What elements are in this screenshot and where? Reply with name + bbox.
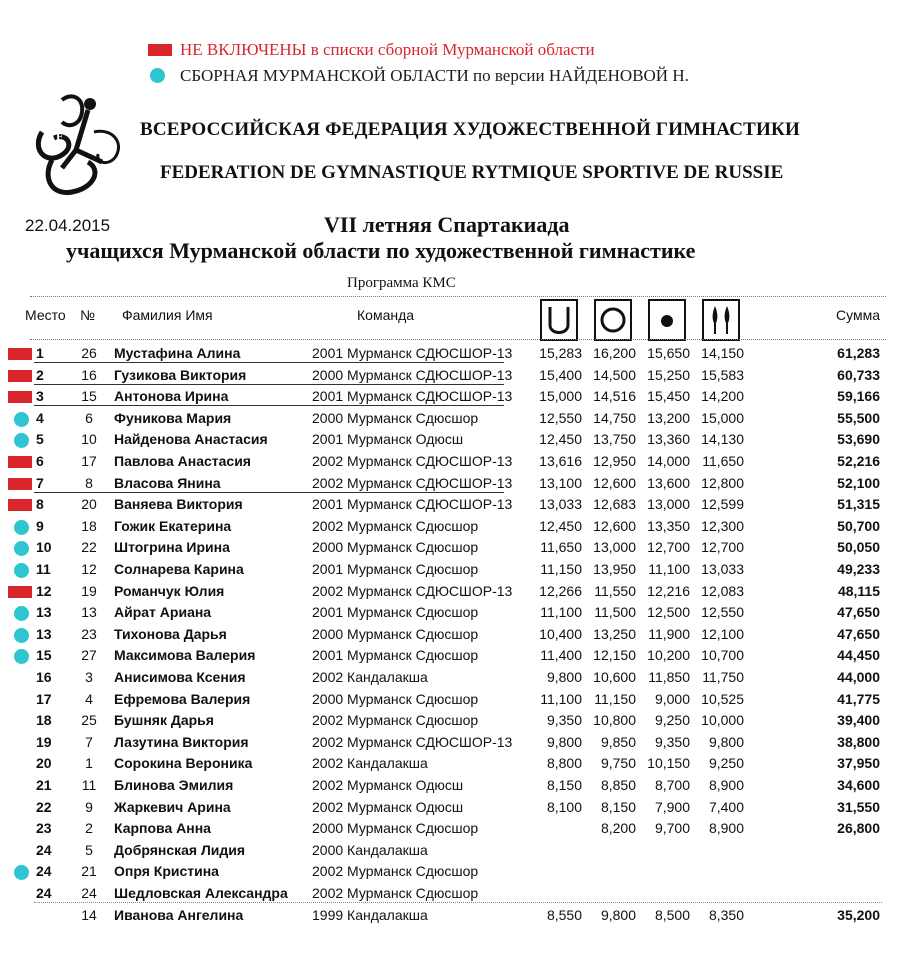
cell-team: 2001 Мурманск СДЮСШОР-13	[312, 388, 513, 405]
svg-text:F: F	[56, 129, 64, 143]
cell-sum: 60,733	[837, 366, 880, 383]
cell-score-3: 9,000	[654, 690, 690, 707]
cyan-marker-icon	[14, 649, 29, 664]
cell-score-1: 8,100	[546, 798, 582, 815]
cell-score-4: 11,650	[702, 453, 744, 469]
cell-team: 2000 Мурманск Сдюсшор	[312, 539, 479, 556]
cell-team: 2001 Мурманск СДЮСШОР-13	[312, 496, 513, 513]
federation-name-ru: ВСЕРОССИЙСКАЯ ФЕДЕРАЦИЯ ХУДОЖЕСТВЕННОЙ ГИМНАСТИКИ	[140, 119, 800, 140]
cell-score-2: 9,750	[600, 755, 636, 772]
cell-place: 15	[36, 647, 52, 664]
cell-team: 2002 Мурманск Сдюсшор	[312, 517, 479, 534]
cell-team: 2000 Мурманск Сдюсшор	[312, 690, 479, 707]
header-bottom-rule	[30, 339, 886, 340]
cell-score-1: 12,450	[539, 517, 582, 534]
table-row	[0, 451, 907, 473]
cell-place: 16	[36, 669, 52, 685]
cyan-marker-icon	[14, 520, 29, 535]
cell-score-3: 7,900	[654, 798, 690, 815]
cell-place: 10	[36, 539, 52, 556]
table-row	[0, 883, 907, 905]
cell-place: 23	[36, 820, 52, 837]
table-row	[0, 408, 907, 430]
cell-number: 1	[85, 755, 93, 772]
cell-team: 2002 Мурманск СДЮСШОР-13	[312, 453, 513, 469]
cell-name: Власова Янина	[114, 474, 221, 491]
cell-place: 8	[36, 496, 44, 513]
cell-name: Бушняк Дарья	[114, 712, 214, 729]
cell-score-2: 12,683	[593, 496, 636, 513]
cell-place: 9	[36, 517, 44, 534]
cell-name: Солнарева Карина	[114, 561, 244, 577]
cell-score-1: 9,800	[546, 733, 582, 750]
cell-score-1: 13,100	[539, 474, 582, 491]
program-label: Программа КМС	[347, 275, 456, 291]
cell-score-3: 12,500	[647, 604, 690, 621]
legend-team-version-text: СБОРНАЯ МУРМАНСКОЙ ОБЛАСТИ по версии НАЙДЕНОВОЙ Н.	[180, 66, 689, 85]
cell-name: Жаркевич Арина	[114, 798, 231, 815]
row-underline	[34, 384, 504, 385]
table-row	[0, 775, 907, 797]
cell-place: 2	[36, 366, 44, 383]
cell-score-1: 9,800	[546, 669, 582, 685]
cell-score-4: 12,300	[701, 517, 744, 534]
cell-score-2: 16,200	[593, 345, 636, 361]
cell-score-4: 12,100	[701, 625, 744, 642]
red-marker-icon	[8, 348, 32, 360]
cell-place: 7	[36, 474, 44, 491]
cell-score-1: 11,650	[540, 539, 582, 556]
cell-name: Опря Кристина	[114, 863, 219, 880]
cell-score-2: 12,150	[593, 647, 636, 664]
cell-place: 1	[36, 345, 44, 361]
table-row	[0, 581, 907, 603]
cyan-marker-icon	[14, 541, 29, 556]
row-separator	[34, 902, 882, 903]
cell-team: 2002 Мурманск Сдюсшор	[312, 863, 479, 880]
header-place: Место	[25, 307, 66, 323]
table-row	[0, 473, 907, 495]
cell-score-2: 10,600	[593, 669, 636, 685]
cell-sum: 35,200	[837, 906, 880, 923]
cell-score-3: 10,150	[647, 755, 690, 772]
cell-team: 2001 Мурманск Сдюсшор	[312, 604, 479, 621]
cell-name: Найденова Анастасия	[114, 431, 268, 448]
cell-sum: 34,600	[837, 777, 880, 793]
cell-team: 2000 Мурманск Сдюсшор	[312, 820, 479, 837]
table-row	[0, 797, 907, 819]
cell-score-1: 8,800	[546, 755, 582, 772]
cell-number: 26	[81, 345, 97, 361]
cyan-marker-icon	[14, 628, 29, 643]
table-row	[0, 429, 907, 451]
cell-team: 2001 Мурманск СДЮСШОР-13	[312, 345, 513, 361]
cell-score-1: 9,350	[546, 712, 582, 729]
cell-score-3: 13,000	[647, 496, 690, 513]
cell-team: 2000 Мурманск СДЮСШОР-13	[312, 366, 513, 383]
cell-score-4: 15,000	[701, 409, 744, 426]
cell-number: 17	[81, 453, 97, 469]
cell-score-4: 14,200	[701, 388, 744, 405]
cell-sum: 47,650	[837, 625, 880, 642]
cell-score-4: 12,800	[701, 474, 744, 491]
cell-team: 2001 Мурманск Сдюсшор	[312, 561, 479, 577]
cell-score-4: 10,525	[701, 690, 744, 707]
cell-name: Ваняева Виктория	[114, 496, 243, 513]
cell-number: 27	[81, 647, 97, 664]
table-row	[0, 753, 907, 775]
cell-score-3: 13,200	[647, 409, 690, 426]
cell-team: 2002 Мурманск СДЮСШОР-13	[312, 474, 513, 491]
cell-number: 16	[81, 366, 97, 383]
cell-place: 5	[36, 431, 44, 448]
cell-place: 18	[36, 712, 52, 729]
cell-name: Мустафина Алина	[114, 345, 241, 361]
cell-name: Анисимова Ксения	[114, 669, 246, 685]
cell-team: 2001 Мурманск Одюсш	[312, 431, 464, 448]
cyan-marker-icon	[14, 433, 29, 448]
cell-number: 3	[85, 669, 93, 685]
red-marker-icon	[8, 456, 32, 468]
cyan-marker-icon	[14, 606, 29, 621]
cell-score-1: 13,616	[539, 453, 582, 469]
red-marker-icon	[148, 44, 172, 56]
cell-team: 2002 Мурманск СДЮСШОР-13	[312, 733, 513, 750]
header-top-rule	[30, 296, 886, 297]
cell-score-2: 13,750	[593, 431, 636, 448]
cell-team: 2002 Мурманск Одюсш	[312, 798, 464, 815]
cell-score-3: 8,500	[654, 906, 690, 923]
table-row	[0, 386, 907, 408]
header-name: Фамилия Имя	[122, 307, 213, 323]
cell-score-3: 8,700	[654, 777, 690, 793]
cell-score-2: 11,500	[594, 604, 636, 621]
cell-name: Антонова Ирина	[114, 388, 229, 405]
cell-place: 24	[36, 841, 52, 858]
cell-sum: 61,283	[837, 345, 880, 361]
cell-number: 15	[81, 388, 97, 405]
cell-score-2: 14,750	[593, 409, 636, 426]
cell-sum: 44,000	[837, 669, 880, 685]
cell-score-2: 11,150	[594, 690, 636, 707]
cyan-marker-icon	[150, 68, 165, 83]
cell-number: 4	[85, 690, 93, 707]
cell-score-3: 11,850	[648, 669, 690, 685]
cell-score-3: 15,250	[647, 366, 690, 383]
table-row	[0, 905, 907, 927]
cell-number: 21	[81, 863, 97, 880]
event-date: 22.04.2015	[25, 216, 111, 235]
cell-score-3: 15,650	[647, 345, 690, 361]
cell-score-1: 8,550	[546, 906, 582, 923]
cell-score-1: 15,000	[539, 388, 582, 405]
cell-score-3: 9,700	[654, 820, 690, 837]
cell-score-2: 12,600	[593, 517, 636, 534]
cell-sum: 53,690	[837, 431, 880, 448]
cell-score-3: 14,000	[647, 453, 690, 469]
federation-name-fr: FEDERATION DE GYMNASTIQUE RYTMIQUE SPORTIVE DE RUSSIE	[160, 162, 784, 183]
cell-score-4: 8,900	[708, 777, 744, 793]
cell-sum: 50,050	[837, 539, 880, 556]
table-row	[0, 343, 907, 365]
cell-score-4: 12,599	[701, 496, 744, 513]
cell-number: 7	[85, 733, 93, 750]
cell-place: 4	[36, 409, 44, 426]
header-sum: Сумма	[836, 307, 880, 323]
cell-place: 3	[36, 388, 44, 405]
cell-score-1: 11,100	[540, 690, 582, 707]
cell-name: Гожик Екатерина	[114, 517, 232, 534]
table-row	[0, 840, 907, 862]
cell-name: Иванова Ангелина	[114, 906, 244, 923]
cell-score-2: 13,000	[593, 539, 636, 556]
legend-not-included-text: НЕ ВКЛЮЧЕНЫ в списки сборной Мурманской области	[180, 40, 595, 59]
cell-sum: 31,550	[837, 798, 880, 815]
cell-sum: 47,650	[837, 604, 880, 621]
table-row	[0, 710, 907, 732]
cell-score-4: 14,150	[701, 345, 744, 361]
table-row	[0, 516, 907, 538]
cell-number: 8	[85, 474, 93, 491]
cell-number: 12	[81, 561, 97, 577]
table-row	[0, 365, 907, 387]
cell-score-2: 11,550	[594, 582, 636, 599]
cell-score-2: 9,850	[600, 733, 636, 750]
table-row	[0, 732, 907, 754]
cell-score-4: 7,400	[708, 798, 744, 815]
hoop-icon	[540, 299, 578, 341]
cell-score-4: 10,000	[701, 712, 744, 729]
cell-score-2: 10,800	[593, 712, 636, 729]
cell-number: 10	[81, 431, 97, 448]
cell-team: 2002 Мурманск Сдюсшор	[312, 712, 479, 729]
cell-sum: 44,450	[837, 647, 880, 664]
cell-score-2: 8,850	[600, 777, 636, 793]
cell-name: Фуникова Мария	[114, 409, 232, 426]
cell-name: Павлова Анастасия	[114, 453, 251, 469]
cell-sum: 52,100	[837, 474, 880, 491]
cell-score-1: 13,033	[539, 496, 582, 513]
cell-name: Ефремова Валерия	[114, 690, 251, 707]
cell-score-3: 9,250	[654, 712, 690, 729]
cell-score-1: 15,400	[539, 366, 582, 383]
cell-team: 2002 Кандалакша	[312, 669, 428, 685]
cell-score-4: 12,550	[701, 604, 744, 621]
cell-team: 2000 Мурманск Сдюсшор	[312, 409, 479, 426]
cell-score-2: 12,950	[593, 453, 636, 469]
red-marker-icon	[8, 478, 32, 490]
cell-name: Сорокина Вероника	[114, 755, 253, 772]
cell-place: 12	[36, 582, 52, 599]
cell-place: 22	[36, 798, 52, 815]
cell-name: Максимова Валерия	[114, 647, 256, 664]
cyan-marker-icon	[14, 412, 29, 427]
cell-sum: 26,800	[837, 820, 880, 837]
rope-icon	[594, 299, 632, 341]
cell-score-3: 12,700	[647, 539, 690, 556]
cell-score-4: 13,033	[701, 561, 744, 577]
cell-sum: 59,166	[837, 388, 880, 405]
cell-number: 20	[81, 496, 97, 513]
cell-sum: 50,700	[837, 517, 880, 534]
header-team: Команда	[357, 307, 415, 323]
event-title-line2: учащихся Мурманской области по художественной гимнастике	[66, 238, 696, 263]
cell-place: 13	[36, 625, 52, 642]
cell-score-4: 11,750	[702, 669, 744, 685]
cell-score-1: 12,266	[539, 582, 582, 599]
cell-place: 11	[36, 561, 51, 577]
cell-name: Айрат Ариана	[114, 604, 212, 621]
cell-score-4: 10,700	[701, 647, 744, 664]
cell-name: Штогрина Ирина	[114, 539, 230, 556]
cell-team: 2001 Мурманск Сдюсшор	[312, 647, 479, 664]
cell-score-4: 14,130	[701, 431, 744, 448]
cell-team: 2002 Мурманск СДЮСШОР-13	[312, 582, 513, 599]
cell-score-1: 15,283	[539, 345, 582, 361]
cell-score-1: 10,400	[539, 625, 582, 642]
cell-sum: 37,950	[837, 755, 880, 772]
cell-score-3: 13,360	[647, 431, 690, 448]
cyan-marker-icon	[14, 865, 29, 880]
cell-score-2: 8,150	[600, 798, 636, 815]
cell-score-3: 11,900	[648, 625, 690, 642]
cell-name: Лазутина Виктория	[114, 733, 249, 750]
cell-place: 17	[36, 690, 52, 707]
table-row	[0, 667, 907, 689]
cell-place: 24	[36, 863, 52, 880]
cell-team: 2002 Мурманск Одюсш	[312, 777, 464, 793]
cell-number: 11	[81, 777, 97, 793]
cell-team: 2000 Мурманск Сдюсшор	[312, 625, 479, 642]
cell-place: 21	[36, 777, 52, 793]
row-underline	[34, 405, 504, 406]
cell-name: Гузикова Виктория	[114, 366, 247, 383]
table-row	[0, 689, 907, 711]
cell-team: 2000 Кандалакша	[312, 841, 428, 858]
table-row	[0, 624, 907, 646]
table-row	[0, 818, 907, 840]
cell-name: Блинова Эмилия	[114, 777, 234, 793]
cell-team: 2002 Мурманск Сдюсшор	[312, 885, 479, 901]
red-marker-icon	[8, 586, 32, 598]
table-row	[0, 537, 907, 559]
cell-number: 23	[81, 625, 97, 642]
cell-score-1: 12,550	[539, 409, 582, 426]
cell-sum: 52,216	[837, 453, 880, 469]
table-row	[0, 861, 907, 883]
cell-place: 20	[36, 755, 52, 772]
federation-logo-icon	[32, 92, 128, 204]
cell-sum: 41,775	[837, 690, 880, 707]
cell-number: 9	[85, 798, 93, 815]
cell-number: 25	[81, 712, 97, 729]
cell-sum: 38,800	[837, 733, 880, 750]
cell-score-2: 13,250	[593, 625, 636, 642]
table-row	[0, 645, 907, 667]
red-marker-icon	[8, 499, 32, 511]
cell-score-3: 10,200	[647, 647, 690, 664]
cell-number: 18	[81, 517, 97, 534]
cell-place: 6	[36, 453, 44, 469]
cell-place: 19	[36, 733, 52, 750]
cell-score-2: 14,516	[593, 388, 636, 405]
cell-score-1: 8,150	[546, 777, 582, 793]
cell-team: 1999 Кандалакша	[312, 906, 428, 923]
cell-score-2: 8,200	[600, 820, 636, 837]
header-number: №	[80, 307, 96, 323]
cell-score-3: 11,100	[648, 561, 690, 577]
cell-score-3: 13,350	[647, 517, 690, 534]
row-underline	[34, 492, 504, 493]
cell-name: Шедловская Александра	[114, 885, 288, 901]
event-title-line1: VII летняя Спартакиада	[324, 212, 570, 237]
ball-icon	[648, 299, 686, 341]
cell-sum: 39,400	[837, 712, 880, 729]
cell-score-3: 15,450	[647, 388, 690, 405]
cell-score-4: 8,900	[708, 820, 744, 837]
cell-score-4: 9,250	[708, 755, 744, 772]
table-row	[0, 602, 907, 624]
cell-score-3: 13,600	[647, 474, 690, 491]
cell-name: Тихонова Дарья	[114, 625, 227, 642]
cell-number: 14	[81, 906, 97, 923]
red-marker-icon	[8, 370, 32, 382]
clubs-icon	[702, 299, 740, 341]
cell-score-4: 12,700	[701, 539, 744, 556]
cell-number: 19	[81, 582, 97, 599]
cell-sum: 48,115	[837, 582, 880, 599]
cell-score-4: 9,800	[708, 733, 744, 750]
cell-score-2: 14,500	[593, 366, 636, 383]
cell-number: 6	[85, 409, 93, 426]
cell-score-1: 11,150	[540, 561, 582, 577]
cell-score-1: 11,400	[540, 647, 582, 664]
cell-score-2: 12,600	[593, 474, 636, 491]
cell-place: 13	[36, 604, 52, 621]
cell-place: 24	[36, 885, 52, 901]
table-row	[0, 494, 907, 516]
cell-team: 2002 Кандалакша	[312, 755, 428, 772]
cell-score-2: 13,950	[593, 561, 636, 577]
cell-sum: 49,233	[837, 561, 880, 577]
cell-number: 24	[81, 885, 97, 901]
cell-number: 2	[85, 820, 93, 837]
cell-score-2: 9,800	[600, 906, 636, 923]
cell-score-1: 12,450	[539, 431, 582, 448]
cell-score-1: 11,100	[540, 604, 582, 621]
cell-score-3: 12,216	[647, 582, 690, 599]
cell-score-4: 12,083	[701, 582, 744, 599]
cell-number: 22	[81, 539, 97, 556]
cell-score-4: 15,583	[701, 366, 744, 383]
cyan-marker-icon	[14, 563, 29, 578]
cell-score-3: 9,350	[654, 733, 690, 750]
cell-name: Добрянская Лидия	[114, 841, 246, 858]
row-underline	[34, 362, 504, 363]
cell-number: 5	[85, 841, 93, 858]
cell-score-4: 8,350	[708, 906, 744, 923]
table-row	[0, 559, 907, 581]
cell-number: 13	[81, 604, 97, 621]
cell-sum: 55,500	[837, 409, 880, 426]
red-marker-icon	[8, 391, 32, 403]
cell-sum: 51,315	[837, 496, 880, 513]
cell-name: Романчук Юлия	[114, 582, 225, 599]
cell-name: Карпова Анна	[114, 820, 211, 837]
